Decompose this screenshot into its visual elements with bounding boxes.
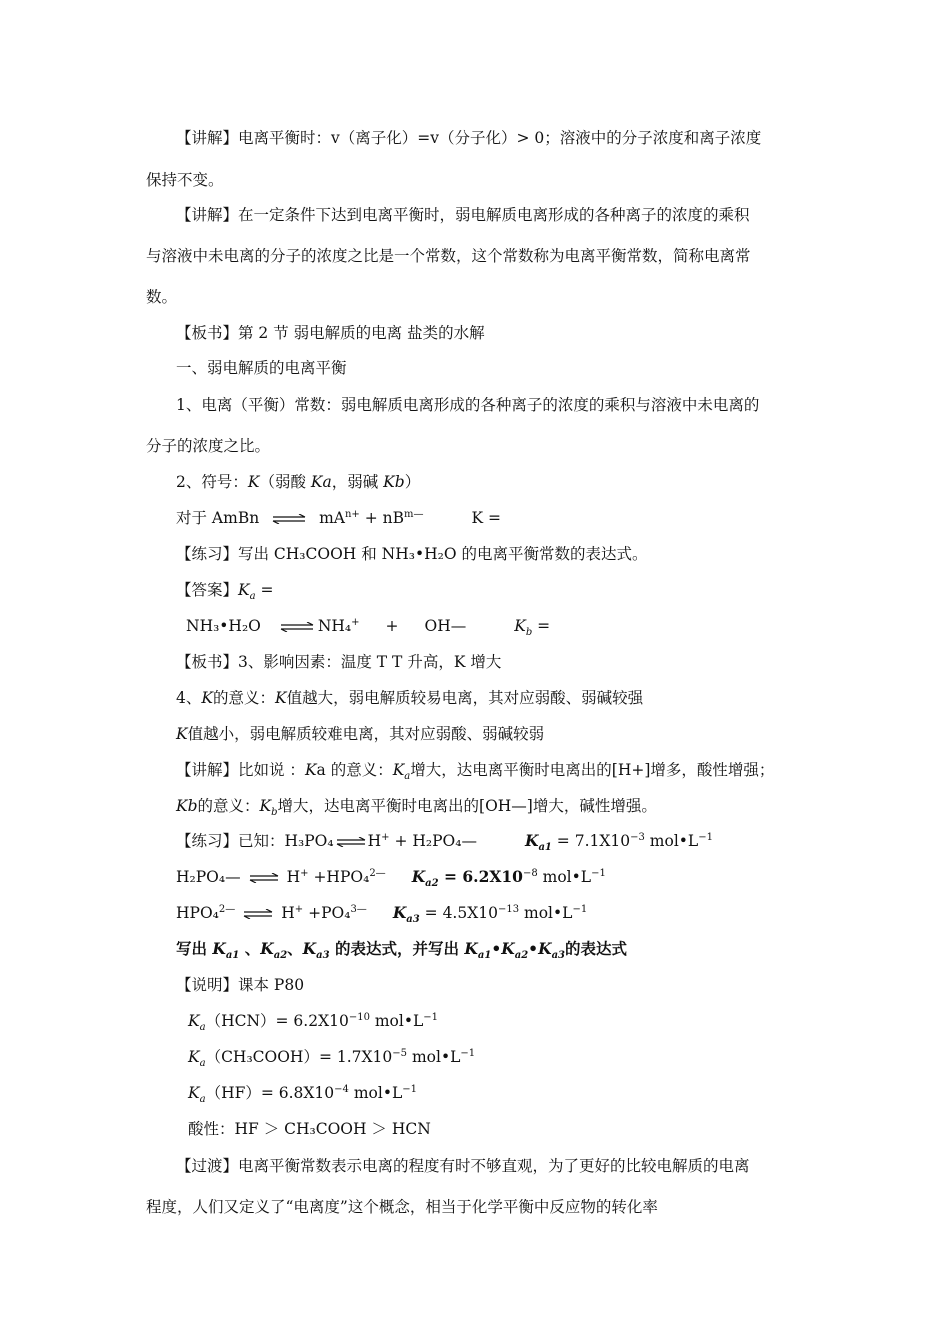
equilibrium-arrow-icon [243,909,273,919]
k-meaning-line-2: K值越小，弱电解质较难电离，其对应弱酸、弱碱较弱 [176,725,545,743]
transition-line-1: 【过渡】电离平衡常数表示电离的程度有时不够直观，为了更好的比较电解质的电离 [176,1157,750,1175]
k-meaning-line-1: 4、K的意义：K值越大，弱电解质较易电离，其对应弱酸、弱碱较强 [176,689,644,707]
phosphoric-step-2-line: H₂PO₄— H+ +HPO₄$^{2—}$ $K_{a2} = 6.2X10^{-8}$ $mol•L^{-1}$ [176,867,606,890]
exercise-1-line: 【练习】写出 CH₃COOH 和 NH₃•H₂O 的电离平衡常数的表达式。 [176,545,648,563]
phosphoric-step-1-line: 【练习】已知：H₃PO₄ H+ + H₂PO₄— $K_{a1} = 7.1X10^{-3}$ $mol•L^{-1}$ [176,831,713,854]
equilibrium-arrow-icon [280,622,314,632]
explanation-1-line-1: 【讲解】电离平衡时：v（离子化）=v（分子化）> 0；溶液中的分子浓度和离子浓度 [176,129,762,147]
explanation-2-line-2: 与溶液中未电离的分子的浓度之比是一个常数，这个常数称为电离平衡常数，简称电离常 [146,247,751,265]
transition-line-2: 程度，人们又定义了“电离度”这个概念，相当于化学平衡中反应物的转化率 [146,1198,658,1216]
equilibrium-arrow-icon [272,514,306,524]
write-expressions-prompt: 写出 $K_{a1}$ 、$K_{a2}$、$K_{a3}$ 的表达式，并写出 $K_{a1}•K_{a2}•K_{a3}$的表达式 [176,939,628,962]
definition-line-2: 分子的浓度之比。 [146,437,271,455]
general-equilibrium-line: 对于 AmBn $mA^{n+} + nB^{m—}$ K = [176,508,502,527]
kb-meaning-line: Kb的意义：$K_b$增大，达电离平衡时电离出的[OH—]增大，碱性增强。 [176,797,657,819]
equilibrium-arrow-icon [249,873,279,883]
equilibrium-arrow-icon [336,837,366,847]
phosphoric-step-3-line: HPO₄$^{2—}$ H+ +PO₄$^{3—}$ $K_{a3} = 4.5X10^{-13}$ $mol•L^{-1}$ [176,903,588,926]
explanation-2-line-3: 数。 [146,288,178,306]
board-factors-line: 【板书】3、影响因素：温度 T T 升高，K 增大 [176,653,502,671]
ka-hf-line: $K_a(HF)= 6.8X10^{-4}$ $mol•L^{-1}$ [188,1083,418,1106]
ammonia-equilibrium-line: NH₃•H₂O NH₄+ + OH— $K_b$ = [186,616,551,639]
section-heading: 一、弱电解质的电离平衡 [176,359,347,377]
board-heading: 【板书】第 2 节 弱电解质的电离 盐类的水解 [176,324,485,342]
explanation-1-line-2: 保持不变。 [146,171,224,189]
answer-line: 【答案】$K_a$ = [176,581,274,603]
note-heading: 【说明】课本 P80 [176,976,305,994]
symbol-line: 2、符号：K（弱酸 Ka，弱碱 Kb） [176,473,421,491]
acidity-comparison-line: 酸性：HF ＞ CH₃COOH ＞ HCN [188,1120,431,1138]
definition-line-1: 1、电离（平衡）常数：弱电解质电离形成的各种离子的浓度的乘积与溶液中未电离的 [176,396,760,414]
ka-acetic-line: $K_a(CH_3COOH)= 1.7X10^{-5}$ $mol•L^{-1}$ [188,1047,476,1070]
ka-meaning-line: 【讲解】比如说 ：Ka 的意义：$K_a$增大，达电离平衡时电离出的[H+]增多，酸性增强； [176,761,775,783]
explanation-2-line-1: 【讲解】在一定条件下达到电离平衡时，弱电解质电离形成的各种离子的浓度的乘积 [176,206,750,224]
ka-hcn-line: $K_a(HCN)= 6.2X10^{-10}$ $mol•L^{-1}$ [188,1011,439,1034]
